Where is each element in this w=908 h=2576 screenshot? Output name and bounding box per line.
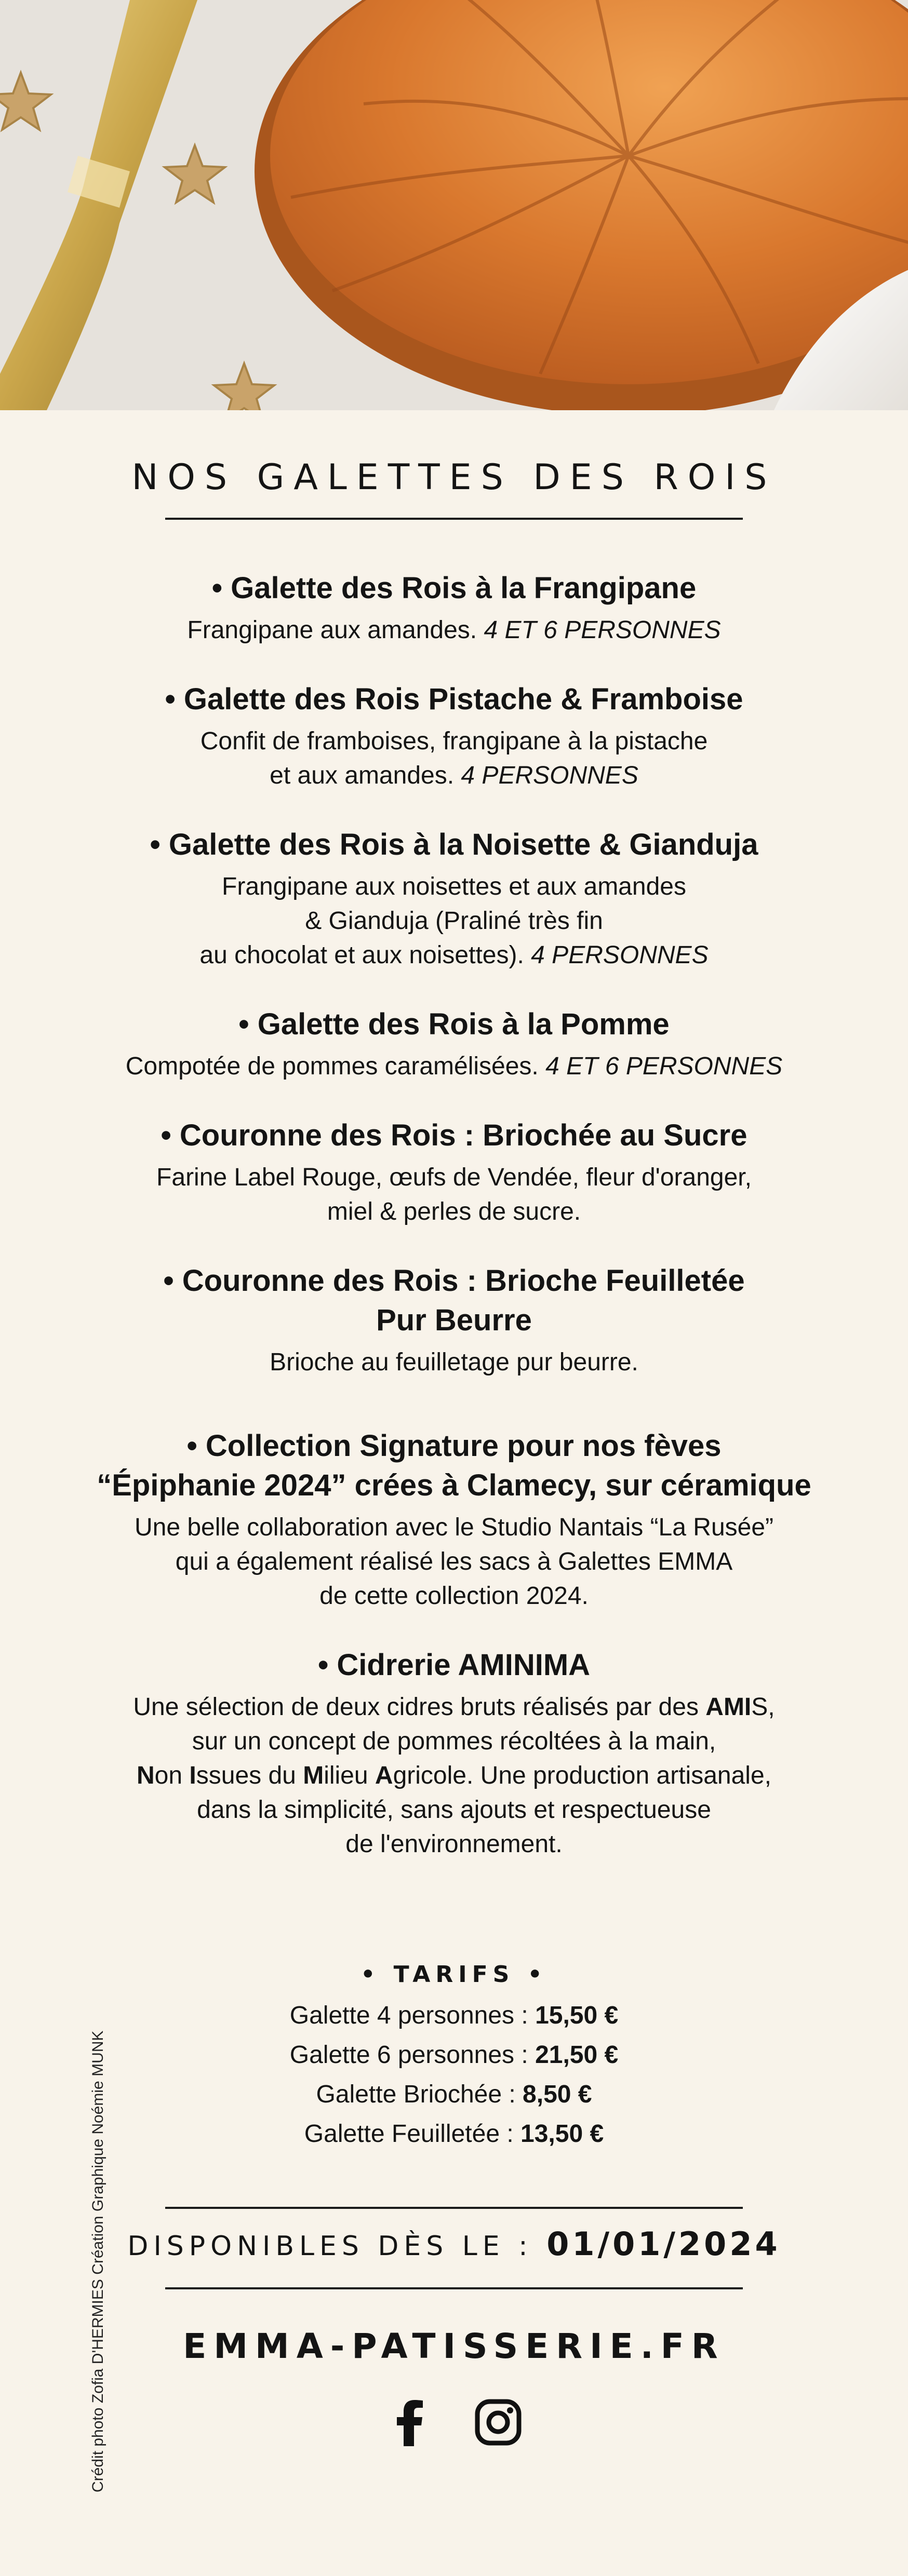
item-name: Pur Beurre: [376, 1303, 532, 1337]
menu-list: [52, 569, 856, 1894]
menu-item: [52, 680, 856, 793]
item-description: Compotée de pommes caramélisées. 4 ET 6 PERSONNES: [125, 1053, 783, 1080]
item-name: • Galette des Rois à la Frangipane: [211, 571, 697, 605]
tarif-row: Galette 4 personnes : 15,50 €: [289, 2002, 619, 2029]
item-description: Frangipane aux noisettes et aux amandes: [222, 873, 686, 900]
item-description: Une sélection de deux cidres bruts réalisés par des AMIS,: [133, 1693, 775, 1721]
availability-divider-top: [165, 2207, 743, 2209]
title-divider: [165, 518, 743, 520]
page-title: NOS GALETTES DES ROIS: [131, 457, 777, 498]
tarif-price: 15,50 €: [535, 2002, 619, 2029]
item-description: dans la simplicité, sans ajouts et respectueuse: [197, 1796, 711, 1824]
menu-item: [52, 569, 856, 648]
item-name: • Couronne des Rois : Briochée au Sucre: [161, 1118, 747, 1152]
item-description: Confit de framboises, frangipane à la pistache: [200, 727, 708, 755]
photo-credit: Crédit photo Zofia D'HERMIES Création Graphique Noémie MUNK: [89, 2030, 106, 2492]
instagram-icon[interactable]: [472, 2396, 524, 2448]
item-description: & Gianduja (Praliné très fin: [305, 907, 603, 935]
tarifs-section: [0, 1958, 908, 2154]
availability-divider-bottom: [165, 2287, 743, 2289]
item-size: 4 ET 6 PERSONNES: [484, 616, 721, 644]
item-description: sur un concept de pommes récoltées à la main,: [192, 1728, 716, 1755]
item-name: • Couronne des Rois : Brioche Feuilletée: [163, 1264, 745, 1298]
availability-label: DISPONIBLES DÈS LE :: [127, 2231, 547, 2262]
website-link[interactable]: EMMA-PATISSERIE.FR: [183, 2326, 725, 2366]
menu-item: [52, 1261, 856, 1380]
tarif-price: 8,50 €: [523, 2081, 592, 2108]
item-name: • Galette des Rois à la Noisette & Gianduja: [150, 828, 758, 861]
galette-illustration: [0, 0, 908, 410]
tarifs-title: • TARIFS •: [360, 1961, 548, 1988]
tarif-price: 21,50 €: [535, 2041, 619, 2069]
menu-item: [52, 1005, 856, 1084]
item-description: de cette collection 2024.: [319, 1582, 589, 1610]
item-description: Farine Label Rouge, œufs de Vendée, fleur d'oranger,: [156, 1164, 752, 1191]
hero-photo: [0, 0, 908, 410]
tarif-row: Galette 6 personnes : 21,50 €: [289, 2041, 619, 2069]
social-links: [0, 2396, 908, 2448]
item-description: Brioche au feuilletage pur beurre.: [270, 1348, 638, 1376]
tarif-price: 13,50 €: [520, 2120, 604, 2148]
item-description: de l'environnement.: [345, 1830, 563, 1858]
item-description: Une belle collaboration avec le Studio Nantais “La Rusée”: [134, 1514, 774, 1541]
facebook-icon[interactable]: [384, 2396, 436, 2448]
item-description: Frangipane aux amandes. 4 ET 6 PERSONNES: [187, 616, 721, 644]
item-description: miel & perles de sucre.: [327, 1198, 581, 1225]
tarif-row: Galette Briochée : 8,50 €: [316, 2081, 592, 2108]
item-size: 4 PERSONNES: [461, 762, 638, 789]
availability-line: [0, 2225, 908, 2263]
menu-item: [52, 1426, 856, 1613]
item-description: et aux amandes. 4 PERSONNES: [270, 762, 638, 789]
item-name: • Galette des Rois Pistache & Framboise: [165, 682, 743, 716]
item-size: 4 ET 6 PERSONNES: [545, 1053, 783, 1080]
item-name: • Collection Signature pour nos fèves: [186, 1429, 722, 1463]
menu-item: [52, 1116, 856, 1229]
item-size: 4 PERSONNES: [531, 941, 709, 969]
item-description: qui a également réalisé les sacs à Galettes EMMA: [175, 1548, 733, 1575]
tarif-row: Galette Feuilletée : 13,50 €: [304, 2120, 604, 2148]
item-name: “Épiphanie 2024” crées à Clamecy, sur céramique: [97, 1468, 811, 1502]
menu-item: [52, 825, 856, 973]
item-description: au chocolat et aux noisettes). 4 PERSONNES: [199, 941, 709, 969]
menu-item: [52, 1646, 856, 1862]
item-name: • Galette des Rois à la Pomme: [238, 1007, 670, 1041]
item-name: • Cidrerie AMINIMA: [317, 1648, 591, 1682]
item-description: Non Issues du Milieu Agricole. Une production artisanale,: [137, 1762, 771, 1789]
availability-date: 01/01/2024: [546, 2225, 781, 2263]
